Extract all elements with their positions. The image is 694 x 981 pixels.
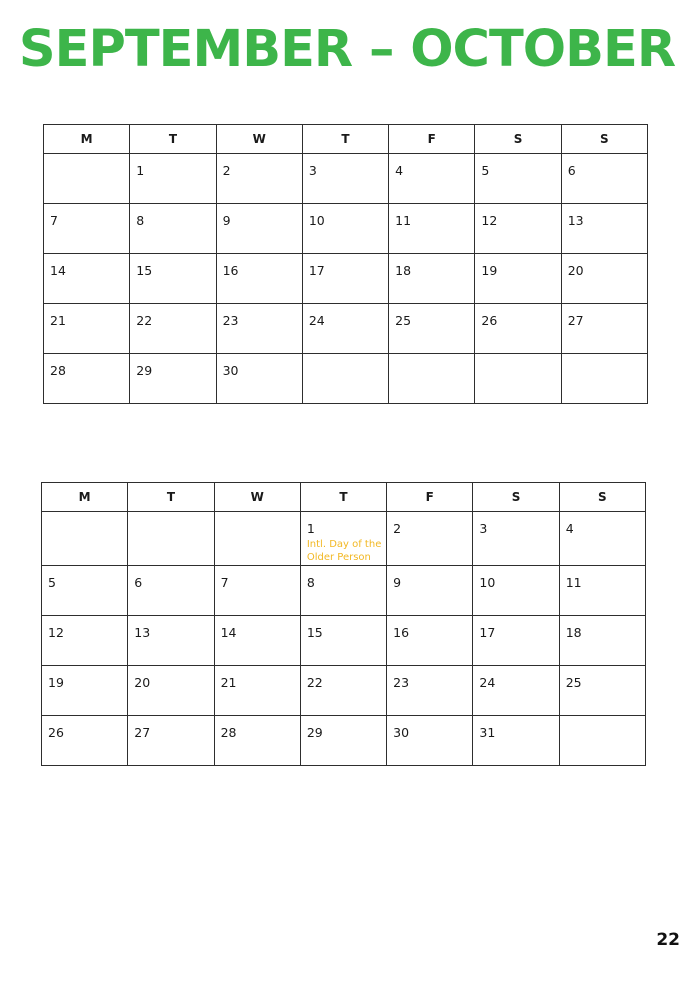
- day-number: 13: [134, 625, 151, 640]
- week-row: [44, 204, 648, 254]
- weekday-header: W: [214, 483, 300, 512]
- day-number: 1: [136, 163, 145, 178]
- day-cell: [559, 566, 645, 616]
- day-cell: [44, 204, 130, 254]
- weekday-header: S: [559, 483, 645, 512]
- day-number: [389, 354, 474, 364]
- day-number: 6: [134, 575, 143, 590]
- day-number: 19: [48, 675, 64, 690]
- day-cell: [216, 354, 302, 404]
- day-number: 24: [308, 313, 325, 328]
- page-title: SEPTEMBER – OCTOBER: [18, 20, 676, 79]
- empty-day-cell: [302, 354, 388, 404]
- day-number: [44, 154, 129, 164]
- day-cell: [130, 154, 216, 204]
- day-number: 3: [479, 521, 488, 536]
- day-cell: [216, 254, 302, 304]
- day-number: [128, 512, 213, 522]
- day-number: 15: [136, 263, 153, 278]
- week-row: [44, 254, 648, 304]
- weekday-header: T: [302, 125, 388, 154]
- day-cell: [475, 254, 561, 304]
- day-cell: [300, 716, 386, 766]
- day-cell: [130, 254, 216, 304]
- week-row: [44, 304, 648, 354]
- day-number: 10: [308, 213, 325, 228]
- day-number: 8: [306, 575, 315, 590]
- day-number: 4: [565, 521, 574, 536]
- empty-day-cell: [559, 716, 645, 766]
- day-cell: [302, 254, 388, 304]
- day-number: 26: [481, 313, 498, 328]
- day-cell: [387, 512, 473, 566]
- day-number: 26: [48, 725, 64, 740]
- day-cell: [128, 666, 214, 716]
- day-number: 7: [220, 575, 229, 590]
- day-cell: [389, 154, 475, 204]
- day-cell: [302, 304, 388, 354]
- day-cell: [42, 616, 128, 666]
- day-cell: [473, 566, 559, 616]
- page-number: 22: [656, 930, 680, 950]
- weekday-header-row: [42, 483, 646, 512]
- day-number: 19: [481, 263, 498, 278]
- day-cell: [42, 666, 128, 716]
- day-number: 20: [134, 675, 151, 690]
- day-number: 30: [393, 725, 410, 740]
- day-cell: [128, 616, 214, 666]
- day-number: 27: [134, 725, 151, 740]
- day-number: 10: [479, 575, 496, 590]
- day-cell: [128, 716, 214, 766]
- day-number: 14: [220, 625, 237, 640]
- day-cell: [130, 304, 216, 354]
- day-cell: [559, 616, 645, 666]
- day-number: 21: [50, 313, 66, 328]
- week-row: [44, 154, 648, 204]
- day-cell: [473, 616, 559, 666]
- day-cell: [216, 204, 302, 254]
- empty-day-cell: [389, 354, 475, 404]
- day-number: 17: [479, 625, 496, 640]
- week-row: [44, 354, 648, 404]
- weekday-header: M: [44, 125, 130, 154]
- day-cell: [216, 154, 302, 204]
- day-number: 24: [479, 675, 496, 690]
- day-number: 7: [50, 213, 58, 228]
- weekday-header: F: [387, 483, 473, 512]
- day-number: 9: [222, 213, 231, 228]
- weekday-header: M: [42, 483, 128, 512]
- september-calendar: [43, 124, 648, 404]
- day-number: 29: [136, 363, 153, 378]
- day-number: 12: [48, 625, 64, 640]
- day-number: 14: [50, 263, 66, 278]
- day-number: 16: [222, 263, 239, 278]
- weekday-header: T: [130, 125, 216, 154]
- day-number: 12: [481, 213, 498, 228]
- day-number: 16: [393, 625, 410, 640]
- day-cell: [561, 304, 647, 354]
- weekday-header: S: [561, 125, 647, 154]
- day-cell: [300, 512, 386, 566]
- day-number: 11: [565, 575, 582, 590]
- empty-day-cell: [128, 512, 214, 566]
- weekday-header: F: [389, 125, 475, 154]
- day-number: 25: [565, 675, 582, 690]
- week-row: [42, 666, 646, 716]
- day-number: [560, 716, 645, 726]
- day-number: 5: [481, 163, 490, 178]
- day-cell: [42, 716, 128, 766]
- week-row: [42, 512, 646, 566]
- day-cell: [214, 566, 300, 616]
- day-number: 21: [220, 675, 237, 690]
- day-cell: [300, 616, 386, 666]
- day-number: 31: [479, 725, 496, 740]
- weekday-header: T: [128, 483, 214, 512]
- day-number: 13: [567, 213, 584, 228]
- day-cell: [214, 716, 300, 766]
- week-row: [42, 566, 646, 616]
- day-cell: [475, 304, 561, 354]
- day-cell: [130, 354, 216, 404]
- empty-day-cell: [214, 512, 300, 566]
- day-cell: [387, 566, 473, 616]
- day-cell: [389, 304, 475, 354]
- day-cell: [44, 254, 130, 304]
- day-cell: [473, 716, 559, 766]
- day-number: 18: [395, 263, 412, 278]
- day-cell: [300, 566, 386, 616]
- day-number: 18: [565, 625, 582, 640]
- day-number: 2: [222, 163, 231, 178]
- day-number: 1: [306, 521, 315, 536]
- day-cell: [128, 566, 214, 616]
- day-number: [303, 354, 388, 364]
- weekday-header-row: [44, 125, 648, 154]
- day-cell: [473, 666, 559, 716]
- day-cell: [214, 666, 300, 716]
- empty-day-cell: [44, 154, 130, 204]
- day-cell: [475, 204, 561, 254]
- day-number: [562, 354, 647, 364]
- week-row: [42, 716, 646, 766]
- day-cell: [216, 304, 302, 354]
- empty-day-cell: [561, 354, 647, 404]
- day-cell: [130, 204, 216, 254]
- day-cell: [559, 512, 645, 566]
- day-number: 4: [395, 163, 404, 178]
- day-number: [475, 354, 560, 364]
- day-number: 3: [308, 163, 317, 178]
- day-number: 23: [393, 675, 410, 690]
- day-cell: [302, 204, 388, 254]
- day-number: 28: [50, 363, 66, 378]
- day-cell: [561, 204, 647, 254]
- day-number: 5: [48, 575, 56, 590]
- day-cell: [42, 566, 128, 616]
- empty-day-cell: [475, 354, 561, 404]
- day-number: 23: [222, 313, 239, 328]
- weekday-header: S: [475, 125, 561, 154]
- day-number: 28: [220, 725, 237, 740]
- day-number: 22: [306, 675, 323, 690]
- day-number: 6: [567, 163, 576, 178]
- day-cell: [389, 204, 475, 254]
- day-number: 2: [393, 521, 402, 536]
- event-label: Intl. Day of the Older Person: [306, 539, 382, 563]
- day-cell: [44, 354, 130, 404]
- day-cell: [475, 154, 561, 204]
- day-number: 25: [395, 313, 412, 328]
- day-number: 9: [393, 575, 402, 590]
- day-number: [215, 512, 300, 522]
- day-number: 30: [222, 363, 239, 378]
- day-cell: [44, 304, 130, 354]
- day-cell: [387, 666, 473, 716]
- day-number: 8: [136, 213, 145, 228]
- day-number: 17: [308, 263, 325, 278]
- day-number: 29: [306, 725, 323, 740]
- day-number: 27: [567, 313, 584, 328]
- day-cell: [389, 254, 475, 304]
- day-cell: [302, 154, 388, 204]
- day-cell: [387, 716, 473, 766]
- empty-day-cell: [42, 512, 128, 566]
- day-cell: [214, 616, 300, 666]
- day-cell: [473, 512, 559, 566]
- week-row: [42, 616, 646, 666]
- weekday-header: W: [216, 125, 302, 154]
- day-number: 15: [306, 625, 323, 640]
- day-cell: [559, 666, 645, 716]
- october-calendar: [41, 482, 646, 766]
- weekday-header: T: [300, 483, 386, 512]
- day-cell: [387, 616, 473, 666]
- day-number: 11: [395, 213, 412, 228]
- weekday-header: S: [473, 483, 559, 512]
- day-cell: [561, 154, 647, 204]
- day-number: [42, 512, 127, 522]
- day-number: 20: [567, 263, 584, 278]
- day-cell: [561, 254, 647, 304]
- day-cell: [300, 666, 386, 716]
- day-number: 22: [136, 313, 153, 328]
